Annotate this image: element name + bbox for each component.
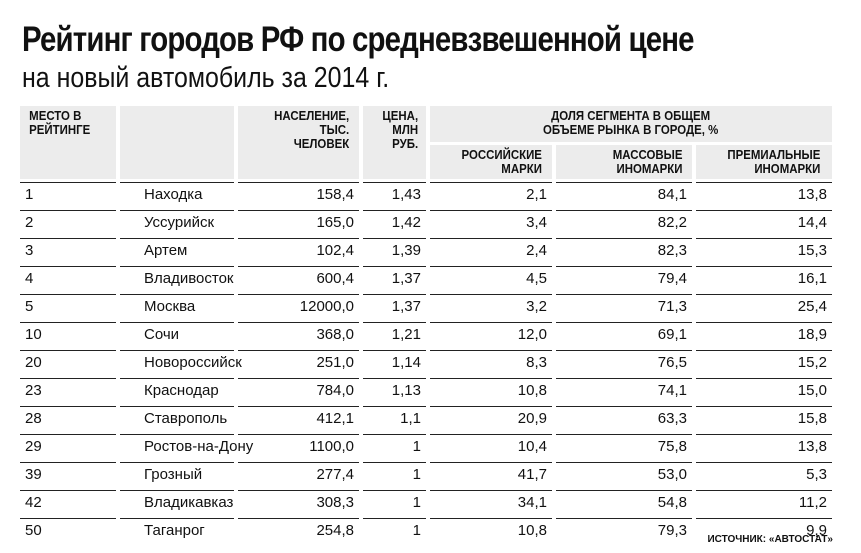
price-cell: 1,42 xyxy=(363,210,426,235)
premium-share-cell: 13,8 xyxy=(696,434,832,459)
russian-share-cell: 20,9 xyxy=(430,406,552,431)
price-cell: 1 xyxy=(363,462,426,487)
table-row xyxy=(20,238,832,263)
premium-share-cell: 15,3 xyxy=(696,238,832,263)
table-row xyxy=(20,378,832,403)
mass-share-cell: 84,1 xyxy=(556,182,692,207)
premium-share-cell: 15,0 xyxy=(696,378,832,403)
city-cell: Краснодар xyxy=(120,378,234,403)
premium-share-cell: 15,8 xyxy=(696,406,832,431)
population-cell: 12000,0 xyxy=(238,294,359,319)
population-cell: 158,4 xyxy=(238,182,359,207)
header-city xyxy=(120,106,234,179)
mass-share-cell: 82,2 xyxy=(556,210,692,235)
page-title: Рейтинг городов РФ по средневзвешенной цене xyxy=(22,20,694,59)
header-russian-brands: РОССИЙСКИЕ МАРКИ xyxy=(430,145,552,179)
premium-share-cell: 16,1 xyxy=(696,266,832,291)
place-cell: 10 xyxy=(20,322,116,347)
place-cell: 5 xyxy=(20,294,116,319)
table-row xyxy=(20,322,832,347)
price-cell: 1,21 xyxy=(363,322,426,347)
mass-share-cell: 63,3 xyxy=(556,406,692,431)
place-cell: 23 xyxy=(20,378,116,403)
premium-share-cell: 13,8 xyxy=(696,182,832,207)
place-cell: 3 xyxy=(20,238,116,263)
mass-share-cell: 74,1 xyxy=(556,378,692,403)
place-cell: 2 xyxy=(20,210,116,235)
russian-share-cell: 34,1 xyxy=(430,490,552,515)
table-row xyxy=(20,294,832,319)
premium-share-cell: 11,2 xyxy=(696,490,832,515)
place-cell: 39 xyxy=(20,462,116,487)
premium-share-cell: 14,4 xyxy=(696,210,832,235)
place-cell: 1 xyxy=(20,182,116,207)
table-row xyxy=(20,406,832,431)
place-cell: 4 xyxy=(20,266,116,291)
city-cell: Таганрог xyxy=(120,518,234,543)
price-cell: 1,37 xyxy=(363,294,426,319)
city-cell: Владикавказ xyxy=(120,490,234,515)
population-cell: 368,0 xyxy=(238,322,359,347)
rating-table-container xyxy=(20,103,836,546)
header-mass-foreign-brands: МАССОВЫЕ ИНОМАРКИ xyxy=(556,145,692,179)
city-cell: Новороссийск xyxy=(120,350,234,375)
city-cell: Ставрополь xyxy=(120,406,234,431)
russian-share-cell: 12,0 xyxy=(430,322,552,347)
premium-share-cell: 25,4 xyxy=(696,294,832,319)
place-cell: 28 xyxy=(20,406,116,431)
population-cell: 277,4 xyxy=(238,462,359,487)
russian-share-cell: 8,3 xyxy=(430,350,552,375)
population-cell: 784,0 xyxy=(238,378,359,403)
population-cell: 1100,0 xyxy=(238,434,359,459)
city-cell: Москва xyxy=(120,294,234,319)
header-place: МЕСТО В РЕЙТИНГЕ xyxy=(20,106,116,179)
price-cell: 1,1 xyxy=(363,406,426,431)
price-cell: 1 xyxy=(363,518,426,543)
premium-share-cell: 15,2 xyxy=(696,350,832,375)
price-cell: 1 xyxy=(363,490,426,515)
place-cell: 50 xyxy=(20,518,116,543)
russian-share-cell: 2,1 xyxy=(430,182,552,207)
russian-share-cell: 4,5 xyxy=(430,266,552,291)
city-cell: Грозный xyxy=(120,462,234,487)
russian-share-cell: 10,4 xyxy=(430,434,552,459)
mass-share-cell: 76,5 xyxy=(556,350,692,375)
city-cell: Уссурийск xyxy=(120,210,234,235)
city-cell: Находка xyxy=(120,182,234,207)
russian-share-cell: 3,4 xyxy=(430,210,552,235)
mass-share-cell: 54,8 xyxy=(556,490,692,515)
population-cell: 308,3 xyxy=(238,490,359,515)
mass-share-cell: 79,4 xyxy=(556,266,692,291)
header-segment-group: ДОЛЯ СЕГМЕНТА В ОБЩЕМ ОБЪЕМЕ РЫНКА В ГОРОДЕ, % xyxy=(430,106,832,142)
table-row xyxy=(20,266,832,291)
header-premium-foreign-brands: ПРЕМИАЛЬНЫЕ ИНОМАРКИ xyxy=(696,145,832,179)
population-cell: 102,4 xyxy=(238,238,359,263)
table-row xyxy=(20,182,832,207)
page-subtitle: на новый автомобиль за 2014 г. xyxy=(22,62,390,94)
place-cell: 20 xyxy=(20,350,116,375)
city-cell: Ростов-на-Дону xyxy=(120,434,234,459)
table-row xyxy=(20,490,832,515)
header-population: НАСЕЛЕНИЕ, ТЫС. ЧЕЛОВЕК xyxy=(238,106,359,179)
city-cell: Артем xyxy=(120,238,234,263)
russian-share-cell: 10,8 xyxy=(430,378,552,403)
russian-share-cell: 3,2 xyxy=(430,294,552,319)
header-price: ЦЕНА, МЛН РУБ. xyxy=(363,106,426,179)
population-cell: 165,0 xyxy=(238,210,359,235)
price-cell: 1,37 xyxy=(363,266,426,291)
russian-share-cell: 2,4 xyxy=(430,238,552,263)
source-note: ИСТОЧНИК: «АВТОСТАТ» xyxy=(707,534,833,545)
price-cell: 1,13 xyxy=(363,378,426,403)
population-cell: 600,4 xyxy=(238,266,359,291)
city-cell: Владивосток xyxy=(120,266,234,291)
rating-table xyxy=(16,103,836,546)
table-row xyxy=(20,210,832,235)
mass-share-cell: 82,3 xyxy=(556,238,692,263)
mass-share-cell: 71,3 xyxy=(556,294,692,319)
population-cell: 251,0 xyxy=(238,350,359,375)
russian-share-cell: 10,8 xyxy=(430,518,552,543)
mass-share-cell: 79,3 xyxy=(556,518,692,543)
place-cell: 29 xyxy=(20,434,116,459)
mass-share-cell: 69,1 xyxy=(556,322,692,347)
price-cell: 1,39 xyxy=(363,238,426,263)
population-cell: 412,1 xyxy=(238,406,359,431)
table-row xyxy=(20,462,832,487)
premium-share-cell: 5,3 xyxy=(696,462,832,487)
premium-share-cell: 9,9 xyxy=(696,518,832,543)
place-cell: 42 xyxy=(20,490,116,515)
mass-share-cell: 53,0 xyxy=(556,462,692,487)
population-cell: 254,8 xyxy=(238,518,359,543)
rating-table-body xyxy=(20,182,832,543)
price-cell: 1 xyxy=(363,434,426,459)
price-cell: 1,14 xyxy=(363,350,426,375)
table-row xyxy=(20,350,832,375)
premium-share-cell: 18,9 xyxy=(696,322,832,347)
mass-share-cell: 75,8 xyxy=(556,434,692,459)
russian-share-cell: 41,7 xyxy=(430,462,552,487)
price-cell: 1,43 xyxy=(363,182,426,207)
city-cell: Сочи xyxy=(120,322,234,347)
table-row xyxy=(20,434,832,459)
